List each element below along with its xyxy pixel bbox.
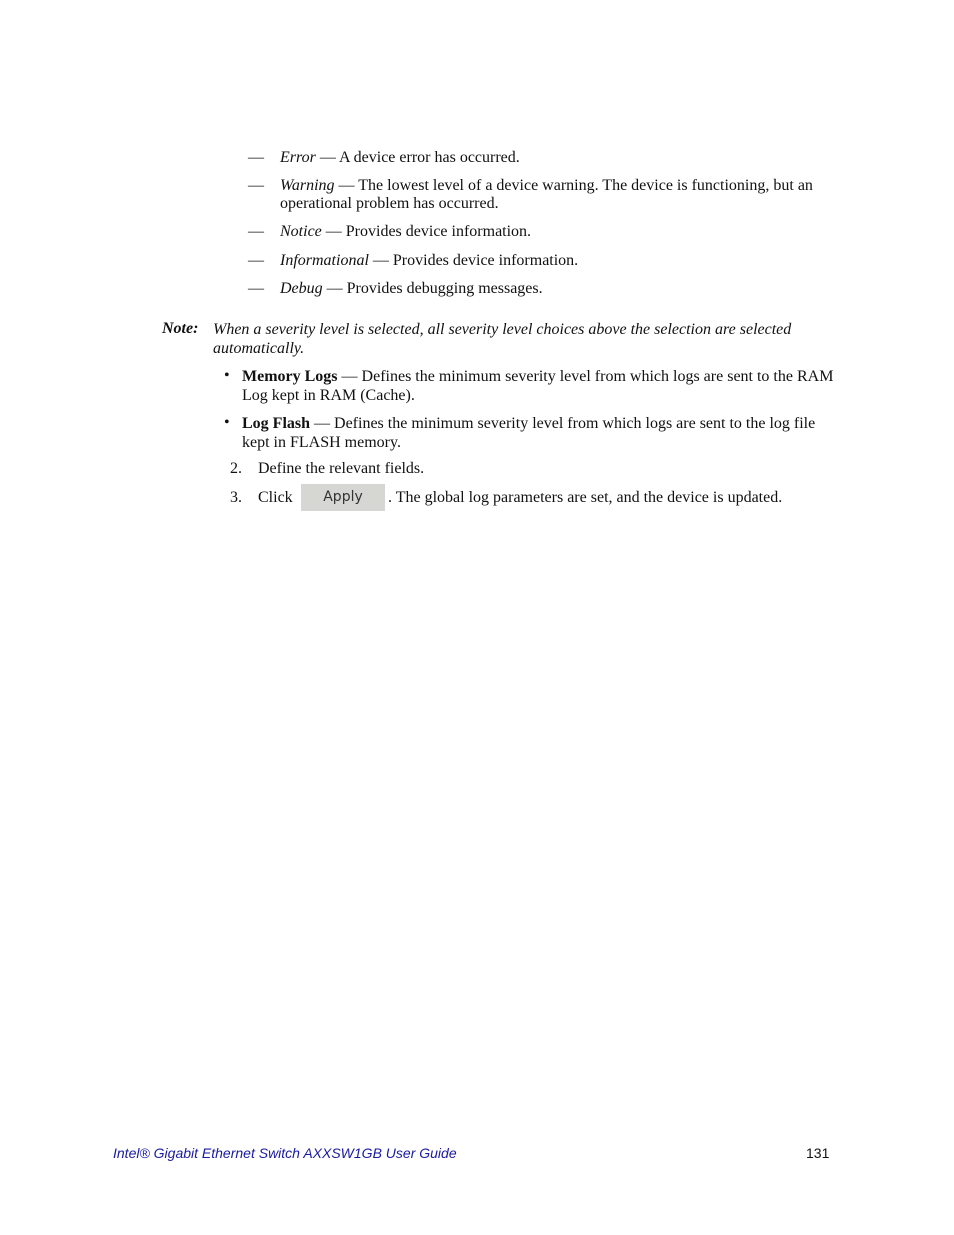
severity-term: Warning xyxy=(280,177,335,194)
bullet-desc: — Defines the minimum severity level from which logs are sent to the log file kept in FLASH memory. xyxy=(242,415,816,451)
apply-button[interactable]: Apply xyxy=(301,484,385,511)
severity-term: Informational xyxy=(280,252,369,269)
note-label: Note: xyxy=(162,320,199,337)
severity-desc: — The lowest level of a device warning. The device is functioning, but an operational problem has occurred. xyxy=(280,177,813,212)
severity-term: Debug xyxy=(280,280,323,297)
step-number: 2. xyxy=(230,460,242,477)
severity-item-error xyxy=(280,149,840,167)
severity-item-warning xyxy=(280,177,840,213)
dash-marker: — xyxy=(248,252,264,269)
dash-marker: — xyxy=(248,177,264,194)
severity-desc: — Provides debugging messages. xyxy=(322,280,543,297)
dash-marker: — xyxy=(248,149,264,166)
footer-page-number: 131 xyxy=(806,1145,830,1161)
bullet-marker: • xyxy=(224,367,230,384)
step-text-click: Click xyxy=(258,489,293,506)
severity-item-informational xyxy=(280,252,840,270)
severity-term: Error xyxy=(280,149,316,166)
bullet-term: Memory Logs xyxy=(242,368,338,385)
step-text-after: . The global log parameters are set, and the device is updated. xyxy=(388,489,783,506)
step-number: 3. xyxy=(230,489,242,506)
bullet-item-log-flash xyxy=(242,414,834,452)
dash-marker: — xyxy=(248,223,264,240)
bullet-desc: — Defines the minimum severity level from which logs are sent to the RAM Log kept in RAM (Cache). xyxy=(242,368,834,404)
bullet-term: Log Flash xyxy=(242,415,311,432)
severity-item-notice xyxy=(280,223,840,241)
step-text: Define the relevant fields. xyxy=(258,460,425,477)
severity-desc: — Provides device information. xyxy=(368,252,579,269)
severity-item-debug xyxy=(280,280,840,298)
dash-marker: — xyxy=(248,280,264,297)
severity-desc: — A device error has occurred. xyxy=(315,149,520,166)
severity-desc: — Provides device information. xyxy=(321,223,532,240)
severity-term: Notice xyxy=(280,223,322,240)
note-text: When a severity level is selected, all severity level choices above the selection are selected automatically. xyxy=(213,321,792,357)
bullet-marker: • xyxy=(224,414,230,431)
footer-document-title: Intel® Gigabit Ethernet Switch AXXSW1GB User Guide xyxy=(113,1145,457,1161)
bullet-item-memory-logs xyxy=(242,367,834,405)
